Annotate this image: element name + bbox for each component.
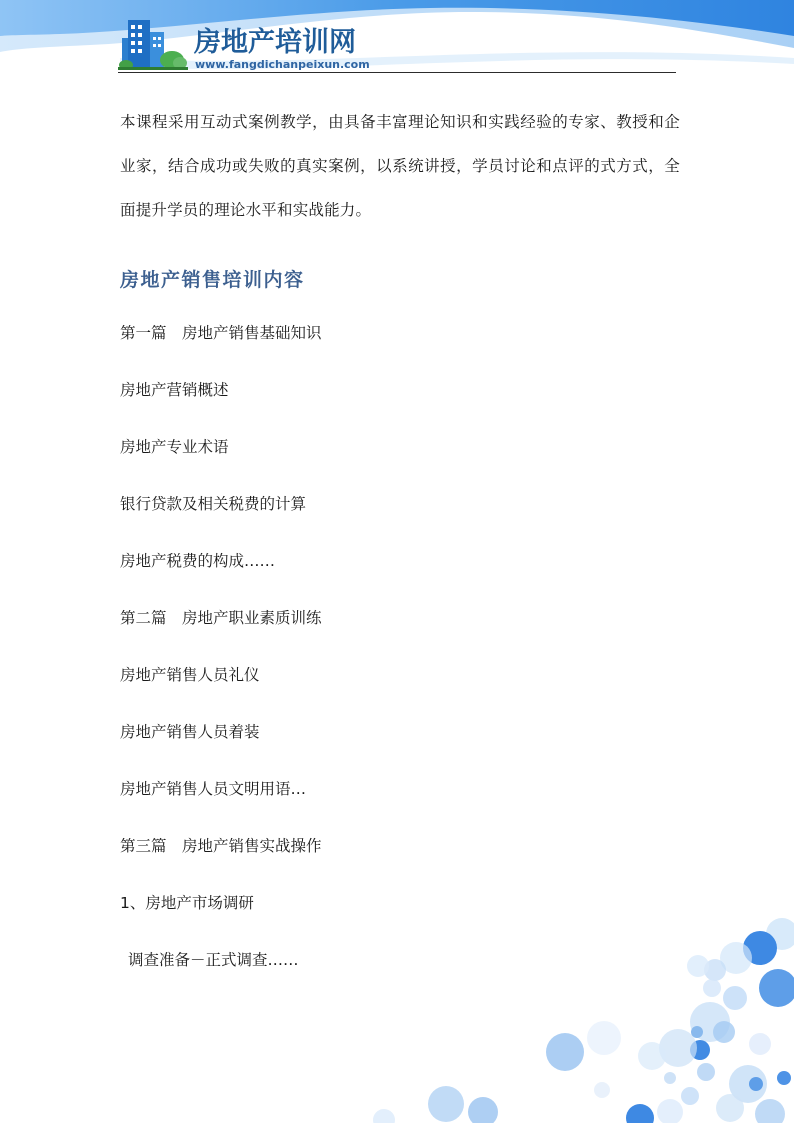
site-logo-title: 房地产培训网: [194, 27, 356, 58]
document-body: [120, 100, 680, 989]
outline-item: 房地产营销概述: [120, 381, 229, 399]
outline-item: 房地产税费的构成……: [120, 552, 276, 570]
outline-item: 银行贷款及相关税费的计算: [120, 495, 307, 513]
site-logo-url: www.fangdichanpeixun.com: [195, 58, 370, 71]
outline-item: 第二篇 房地产职业素质训练: [120, 609, 322, 627]
header-divider: [118, 72, 676, 73]
outline-item: 房地产销售人员礼仪: [120, 666, 260, 684]
outline-item: 房地产销售人员着装: [120, 723, 260, 741]
section-heading: 房地产销售培训内容: [120, 269, 305, 291]
outline-item: 第一篇 房地产销售基础知识: [120, 324, 322, 342]
intro-paragraph: 本课程采用互动式案例教学，由具备丰富理论知识和实践经验的专家、教授和企业家，结合成功或失败的真实案例，以系统讲授，学员讨论和点评的式方式，全面提升学员的理论水平和实战能力。: [120, 113, 680, 219]
outline-item: 房地产销售人员文明用语…: [120, 780, 307, 798]
outline-item: 房地产专业术语: [120, 438, 229, 456]
building-logo-icon: [118, 16, 188, 72]
outline-item: 1、房地产市场调研: [120, 894, 254, 912]
outline-item: 第三篇 房地产销售实战操作: [120, 837, 322, 855]
site-header: [118, 16, 676, 74]
outline-item: 调查准备－正式调查……: [128, 951, 299, 969]
